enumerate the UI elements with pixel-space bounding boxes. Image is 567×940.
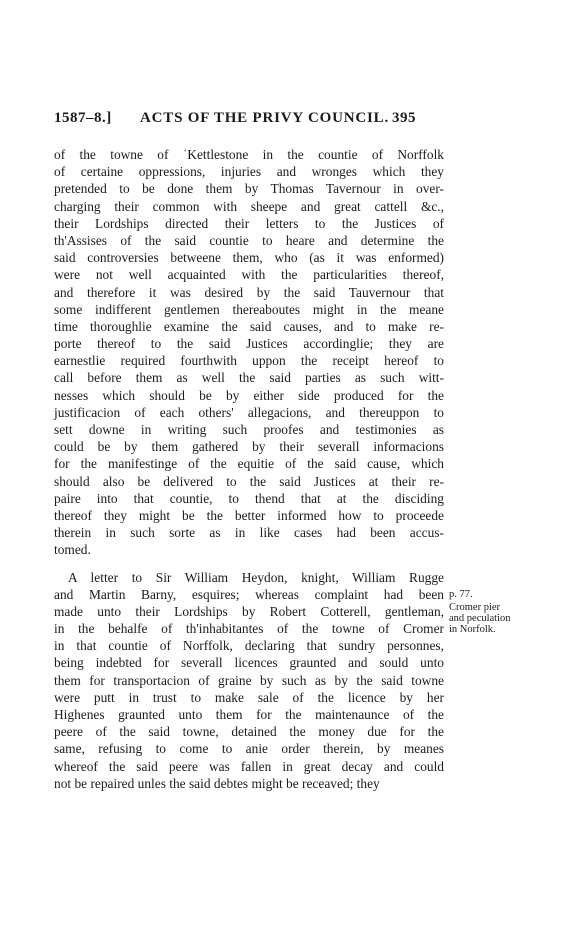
text-line: porte thereof to the said Justices accordinglie; they are [54,336,444,352]
text-line: them for transportacion of graine by such as by the said towne [54,672,444,688]
page-body [54,146,444,792]
text-line: whereof the said peere was fallen in great decay and could [54,758,444,774]
text-line: were putt in trust to make sale of the licence by her [54,689,444,705]
text-line: were not well acquainted with the particularities thereof, [54,267,444,283]
text-line: earnestlie required fourthwith uppon the receipt hereof to [54,353,444,369]
paragraph-gap [54,559,444,569]
text-line: of certaine oppressions, injuries and wronges which they [54,164,444,180]
text-line: said controversies betweene them, who (as it was enformed) [54,250,444,266]
text-line: A letter to Sir William Heydon, knight, William Rugge [68,569,444,585]
text-line: same, refusing to come to anie order therein, by meanes [54,741,444,757]
text-line: and therefore it was desired by the said Tauvernour that [54,284,444,300]
header-title: ACTS OF THE PRIVY COUNCIL. [140,110,390,126]
text-line: tomed. [54,542,91,558]
text-line: and Martin Barny, esquires; whereas complaint had been [54,586,444,602]
text-line: charging their common with sheepe and great cattell &c., [54,198,444,214]
paragraph-kettlestone [54,146,444,559]
margin-notes [449,589,559,635]
margin-note-line: and peculation [449,613,511,624]
text-line: being indebted for severall licences graunted and sould unto [54,655,444,671]
text-line: peere of the said towne, detained the money due for the [54,724,444,740]
page-number: 395 [392,110,416,126]
text-line: pretended to be done them by Thomas Tavernour in over- [54,181,444,197]
text-line: made unto their Lordships by Robert Cotterell, gentleman, [54,603,444,619]
paragraph-cromer-letter [54,569,444,792]
text-line: for the manifestinge of the equitie of the said cause, which [54,456,444,472]
text-line: justificacion of each others' allegacions, and thereuppon to [54,404,444,420]
running-header [0,110,567,130]
text-line: in that countie of Norffolk, declaring that sundry personnes, [54,638,444,654]
text-line: th'Assises of the said countie to heare and determine the [54,232,444,248]
text-line: paire into that countie, to thend that at the disciding [54,490,444,506]
text-line: thereof they might be the better informed how to proceede [54,507,444,523]
margin-note-line: Cromer pier [449,602,501,613]
text-line: some indifferent gentlemen thereaboutes might in the meane [54,301,444,317]
text-line: nesses which should be by either side produced for the [54,387,444,403]
text-line: should also be delivered to the said Justices at their re- [54,473,444,489]
margin-note-line: in Norfolk. [449,624,496,635]
text-line: of the towne of ˈKettlestone in the countie of Norffolk [54,147,444,162]
text-line: not be repaired unles the said debtes might be receaved; they [54,775,380,791]
header-year: 1587–8.] [54,110,112,126]
margin-page-ref: p. 77. [449,589,473,600]
text-line: in the behalfe of th'inhabitantes of the towne of Cromer [54,621,444,637]
text-line: therein in such sorte as in like cases had been accus- [54,525,444,541]
text-line: could be by them gathered by their severall informacions [54,439,444,455]
text-line: call before them as well the said parties as such witt- [54,370,444,386]
text-line: time thoroughlie examine the said causes, and to make re- [54,318,444,334]
text-line: Highenes graunted unto them for the maintenaunce of the [54,707,444,722]
text-line: sett downe in writing such proofes and testimonies as [54,422,444,437]
text-line: their Lordships directed their letters to the Justices of [54,215,444,231]
